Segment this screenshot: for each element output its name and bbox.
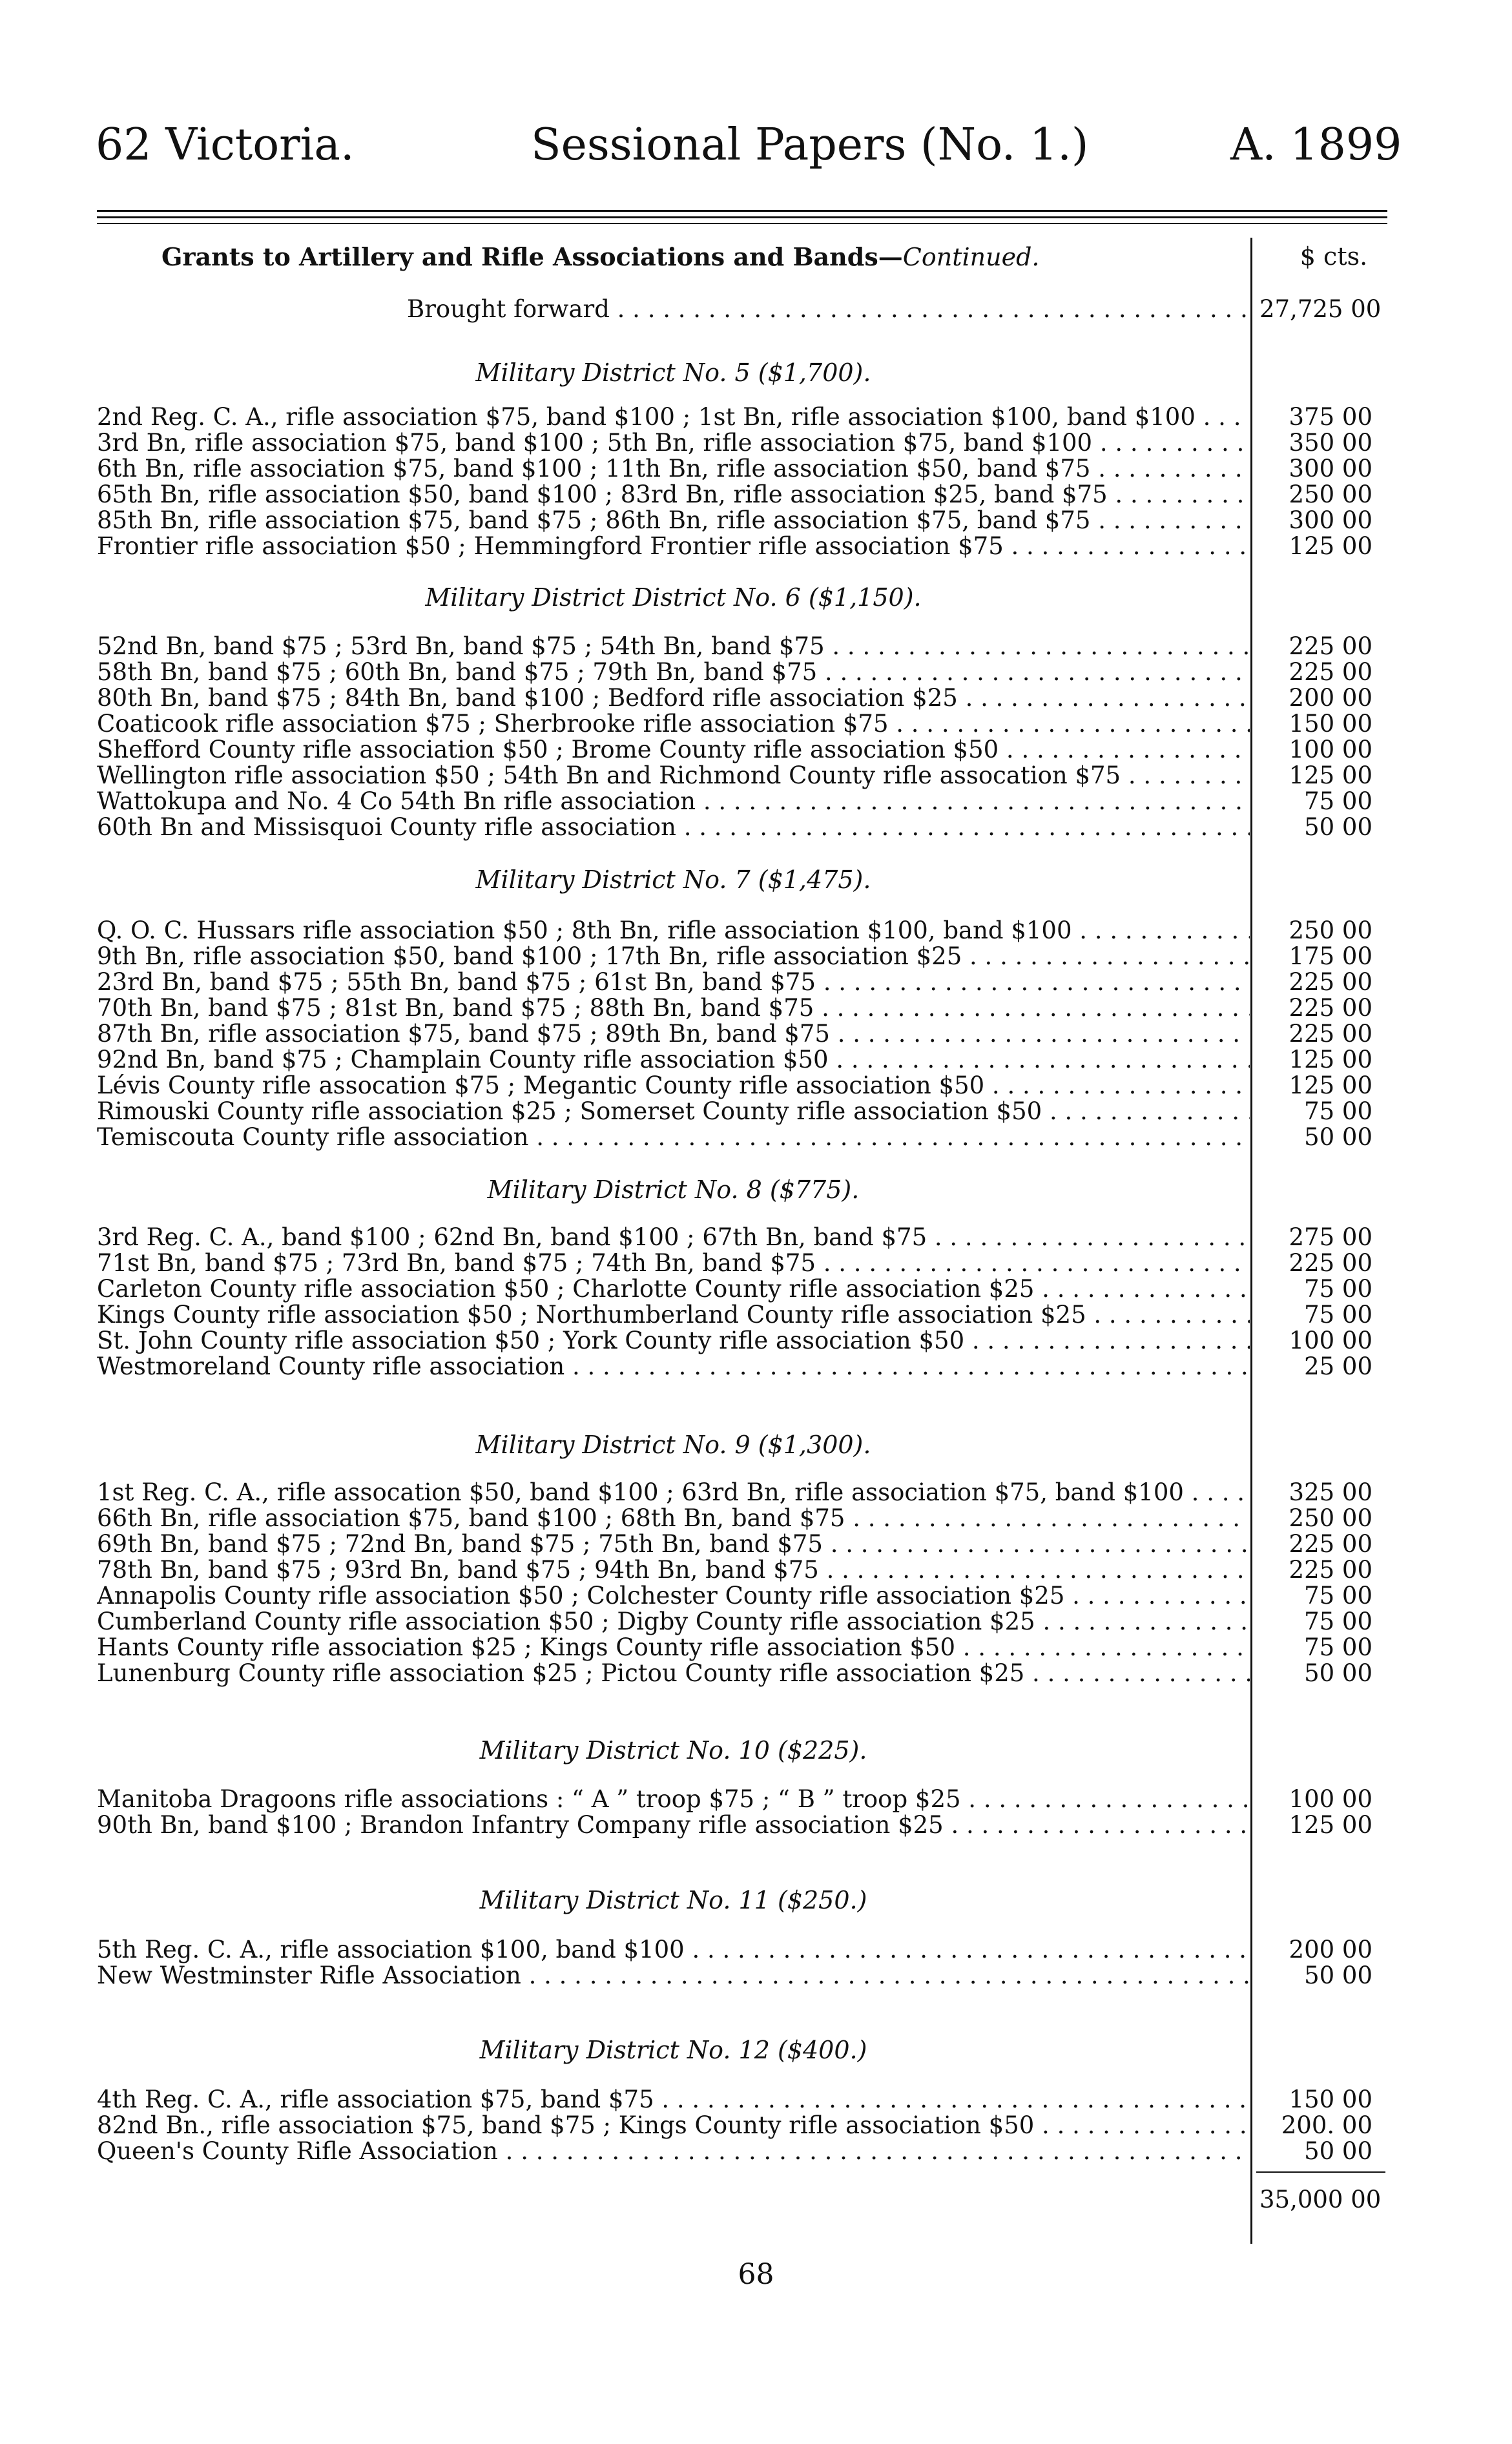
grant-amount: 250 00 bbox=[1289, 916, 1372, 944]
brought-forward-amount: 27,725 00 bbox=[1259, 295, 1382, 323]
district-heading: Military District No. 10 ($225). bbox=[479, 1736, 867, 1765]
grant-amount: 225 00 bbox=[1289, 632, 1372, 660]
grant-line: Shefford County rifle association $50 ; Brome County rifle association $50 . . . bbox=[97, 736, 1250, 763]
grant-amount: 50 00 bbox=[1304, 1123, 1372, 1151]
grant-line: 52nd Bn, band $75 ; 53rd Bn, band $75 ; 54th Bn, band $75 . . . bbox=[97, 633, 1250, 660]
grant-line: 92nd Bn, band $75 ; Champlain County rifle association $50 . . . bbox=[97, 1046, 1250, 1073]
grant-amount: 75 00 bbox=[1304, 1301, 1372, 1329]
grant-line: Frontier rifle association $50 ; Hemmingford Frontier rifle association $75 . . . bbox=[97, 533, 1250, 560]
grant-amount: 225 00 bbox=[1289, 1530, 1372, 1558]
grant-amount: 125 00 bbox=[1289, 1811, 1372, 1839]
grant-line: Cumberland County rifle association $50 ; Digby County rifle association $25 . . . bbox=[97, 1608, 1250, 1635]
grant-amount: 100 00 bbox=[1289, 1785, 1372, 1813]
grant-line: 4th Reg. C. A., rifle association $75, band $75 . . . bbox=[97, 2086, 1250, 2113]
grant-line: 80th Bn, band $75 ; 84th Bn, band $100 ; Bedford rifle association $25 . . . bbox=[97, 685, 1250, 712]
grant-amount: 50 00 bbox=[1304, 1659, 1372, 1687]
grant-line: 69th Bn, band $75 ; 72nd Bn, band $75 ; 75th Bn, band $75 . . . bbox=[97, 1531, 1250, 1558]
grant-line: Lévis County rifle assocation $75 ; Megantic County rifle association $50 . . . bbox=[97, 1072, 1250, 1099]
grant-amount: 25 00 bbox=[1304, 1352, 1372, 1380]
caption-italic: Continued. bbox=[902, 243, 1040, 271]
grant-line: Q. O. C. Hussars rifle association $50 ; 8th Bn, rifle association $100, band $100 . . . bbox=[97, 917, 1250, 944]
grant-line: 60th Bn and Missisquoi County rifle association . . . bbox=[97, 814, 1250, 841]
district-heading: Military District District No. 6 ($1,150). bbox=[425, 583, 922, 612]
grant-amount: 225 00 bbox=[1289, 1556, 1372, 1584]
grant-line: 82nd Bn., rifle association $75, band $75 ; Kings County rifle association $50 . . . bbox=[97, 2112, 1250, 2139]
grant-line: 2nd Reg. C. A., rifle association $75, band $100 ; 1st Bn, rifle association $100, band $100 . . . bbox=[97, 404, 1250, 431]
header-rule-bottom bbox=[97, 223, 1387, 224]
grant-line: 58th Bn, band $75 ; 60th Bn, band $75 ; 79th Bn, band $75 . . . bbox=[97, 659, 1250, 686]
grant-line: New Westminster Rifle Association . . . bbox=[97, 1962, 1250, 1989]
grant-line: 85th Bn, rifle association $75, band $75 ; 86th Bn, rifle association $75, band $75 . . . bbox=[97, 507, 1250, 534]
grant-amount: 50 00 bbox=[1304, 1962, 1372, 1989]
header-rule-top bbox=[97, 210, 1387, 212]
district-heading: Military District No. 11 ($250.) bbox=[479, 1886, 867, 1914]
grant-amount: 225 00 bbox=[1289, 968, 1372, 996]
grant-amount: 50 00 bbox=[1304, 2137, 1372, 2165]
grant-line: Lunenburg County rifle association $25 ; Pictou County rifle association $25 . . . bbox=[97, 1660, 1250, 1687]
grant-amount: 75 00 bbox=[1304, 1582, 1372, 1610]
grant-line: St. John County rifle association $50 ; York County rifle association $50 . . . bbox=[97, 1327, 1250, 1354]
grant-line: 70th Bn, band $75 ; 81st Bn, band $75 ; 88th Bn, band $75 . . . bbox=[97, 995, 1250, 1022]
district-heading: Military District No. 9 ($1,300). bbox=[475, 1431, 871, 1459]
page-number: 68 bbox=[738, 2258, 774, 2291]
grant-amount: 300 00 bbox=[1289, 506, 1372, 534]
grant-line: Wattokupa and No. 4 Co 54th Bn rifle association . . . bbox=[97, 788, 1250, 815]
grant-line: 66th Bn, rifle association $75, band $100 ; 68th Bn, band $75 . . . bbox=[97, 1505, 1250, 1532]
grant-line: 5th Reg. C. A., rifle association $100, band $100 . . . bbox=[97, 1936, 1250, 1963]
grant-amount: 200 00 bbox=[1289, 684, 1372, 712]
caption-bold: Grants to Artillery and Rifle Associations and Bands— bbox=[161, 242, 903, 271]
grant-amount: 125 00 bbox=[1289, 1046, 1372, 1073]
grant-amount: 250 00 bbox=[1289, 481, 1372, 508]
grant-amount: 200 00 bbox=[1289, 1936, 1372, 1963]
grant-line: 1st Reg. C. A., rifle assocation $50, band $100 ; 63rd Bn, rifle association $75, band $100 . . . bbox=[97, 1479, 1250, 1506]
grant-line: 6th Bn, rifle association $75, band $100 ; 11th Bn, rifle association $50, band $75 . . . bbox=[97, 455, 1250, 482]
grant-amount: 75 00 bbox=[1304, 1275, 1372, 1303]
grant-amount: 175 00 bbox=[1289, 942, 1372, 970]
grant-line: Westmoreland County rifle association . . . bbox=[97, 1353, 1250, 1380]
grant-line: Hants County rifle association $25 ; Kings County rifle association $50 . . . bbox=[97, 1634, 1250, 1661]
district-heading: Military District No. 7 ($1,475). bbox=[475, 865, 871, 894]
grant-amount: 75 00 bbox=[1304, 1633, 1372, 1661]
grant-amount: 375 00 bbox=[1289, 403, 1372, 431]
grant-amount: 125 00 bbox=[1289, 761, 1372, 789]
grant-line: 3rd Bn, rifle association $75, band $100 ; 5th Bn, rifle association $75, band $100 . . . bbox=[97, 430, 1250, 457]
grant-amount: 225 00 bbox=[1289, 994, 1372, 1022]
grant-amount: 225 00 bbox=[1289, 1249, 1372, 1277]
grant-amount: 50 00 bbox=[1304, 813, 1372, 841]
grant-line: 90th Bn, band $100 ; Brandon Infantry Company rifle association $25 . . . bbox=[97, 1812, 1250, 1839]
grant-amount: 75 00 bbox=[1304, 1608, 1372, 1635]
grant-amount: 75 00 bbox=[1304, 1097, 1372, 1125]
district-heading: Military District No. 12 ($400.) bbox=[479, 2036, 867, 2064]
grant-amount: 350 00 bbox=[1289, 429, 1372, 457]
grant-amount: 75 00 bbox=[1304, 787, 1372, 815]
grant-amount: 125 00 bbox=[1289, 1072, 1372, 1099]
district-heading: Military District No. 8 ($775). bbox=[487, 1175, 860, 1204]
grant-line: Annapolis County rifle association $50 ; Colchester County rifle association $25 . . . bbox=[97, 1582, 1250, 1610]
table-caption bbox=[161, 242, 1039, 271]
running-head-left: 62 Victoria. bbox=[96, 119, 355, 171]
running-head-year: A. 1899 bbox=[1230, 119, 1402, 171]
grant-amount: 200. 00 bbox=[1281, 2111, 1372, 2139]
grant-line: Manitoba Dragoons rifle associations : “ A ” troop $75 ; “ B ” troop $25 . . . bbox=[97, 1786, 1250, 1813]
grant-line: Rimouski County rifle association $25 ; Somerset County rifle association $50 . . . bbox=[97, 1098, 1250, 1125]
grant-line: Wellington rifle association $50 ; 54th Bn and Richmond County rifle assocation $75 . . . bbox=[97, 762, 1250, 789]
grant-line: Coaticook rifle association $75 ; Sherbrooke rifle association $75 . . . bbox=[97, 710, 1250, 738]
grant-line: Queen's County Rifle Association . . . bbox=[97, 2138, 1250, 2165]
brought-forward-label: Brought forward . . . bbox=[407, 296, 1250, 323]
grant-amount: 125 00 bbox=[1289, 532, 1372, 560]
grant-amount: 250 00 bbox=[1289, 1504, 1372, 1532]
grant-line: 78th Bn, band $75 ; 93rd Bn, band $75 ; 94th Bn, band $75 . . . bbox=[97, 1557, 1250, 1584]
grant-line: Temiscouta County rifle association . . . bbox=[97, 1124, 1250, 1151]
grant-amount: 150 00 bbox=[1289, 710, 1372, 738]
grant-amount: 300 00 bbox=[1289, 455, 1372, 482]
grant-amount: 225 00 bbox=[1289, 1020, 1372, 1048]
grant-line: Kings County rifle association $50 ; Northumberland County rifle association $25 . . . bbox=[97, 1301, 1250, 1329]
grant-line: Carleton County rifle association $50 ; Charlotte County rifle association $25 . . . bbox=[97, 1276, 1250, 1303]
grant-amount: 100 00 bbox=[1289, 736, 1372, 763]
grant-line: 9th Bn, rifle association $50, band $100 ; 17th Bn, rifle association $25 . . . bbox=[97, 943, 1250, 970]
amount-column-divider bbox=[1250, 238, 1252, 2244]
amount-column-header: $ cts. bbox=[1300, 242, 1368, 271]
grant-line: 65th Bn, rifle association $50, band $100 ; 83rd Bn, rifle association $25, band $75 . . . bbox=[97, 481, 1250, 508]
grant-amount: 325 00 bbox=[1289, 1478, 1372, 1506]
grant-line: 87th Bn, rifle association $75, band $75 ; 89th Bn, band $75 . . . bbox=[97, 1020, 1250, 1048]
district-heading: Military District No. 5 ($1,700). bbox=[475, 358, 871, 387]
grant-line: 23rd Bn, band $75 ; 55th Bn, band $75 ; 61st Bn, band $75 . . . bbox=[97, 969, 1250, 996]
grant-line: 3rd Reg. C. A., band $100 ; 62nd Bn, band $100 ; 67th Bn, band $75 . . . bbox=[97, 1224, 1250, 1251]
total-rule bbox=[1256, 2171, 1385, 2173]
total-amount: 35,000 00 bbox=[1259, 2186, 1382, 2213]
header-rule-middle bbox=[97, 216, 1387, 218]
grant-amount: 150 00 bbox=[1289, 2086, 1372, 2113]
grant-amount: 225 00 bbox=[1289, 658, 1372, 686]
grant-amount: 100 00 bbox=[1289, 1327, 1372, 1354]
grant-line: 71st Bn, band $75 ; 73rd Bn, band $75 ; 74th Bn, band $75 . . . bbox=[97, 1250, 1250, 1277]
grant-amount: 275 00 bbox=[1289, 1223, 1372, 1251]
running-head-title: Sessional Papers (No. 1.) bbox=[531, 119, 1089, 171]
